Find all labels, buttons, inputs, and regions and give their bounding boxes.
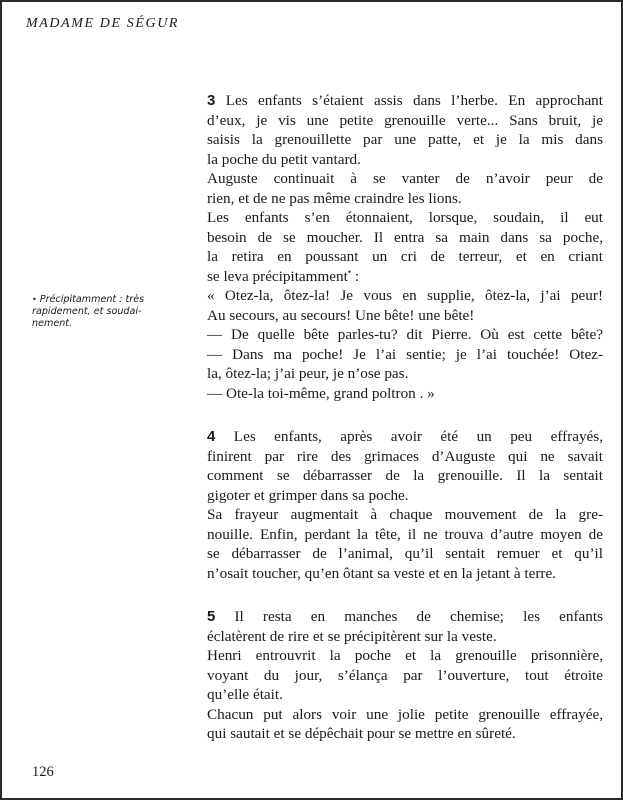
text-line: Les enfants s’en étonnaient, lorsque, soudain, il eut	[207, 209, 603, 226]
margin-note-line: rapidement, et soudai-	[32, 306, 142, 317]
text-line: éclatèrent de rire et se précipitèrent sur la veste.	[207, 627, 497, 645]
section-5	[207, 607, 603, 744]
text-line: — Ote-la toi-même, grand poltron . »	[207, 384, 435, 402]
text-line: rien, et de ne pas même craindre les lions.	[207, 189, 462, 207]
text-line: saisis la grenouillette par une patte, et je la mis dans	[207, 131, 603, 148]
text-line: Chacun put alors voir une jolie petite grenouille effrayée,	[207, 705, 603, 723]
text-line: finirent par rire des grimaces d’Auguste qui ne savait	[207, 447, 603, 465]
text-line: d’eux, je vis une petite grenouille verte... Sans bruit, je	[207, 111, 603, 129]
text-line: la, ôtez-la; j’ai peur, je n’ose pas.	[207, 365, 409, 382]
section-number: 4	[207, 428, 216, 445]
footnote-marker: •	[347, 266, 352, 277]
text-line: la retira en poussant un cri de terreur, et en criant	[207, 248, 603, 265]
text-line: gigoter et grimper dans sa poche.	[207, 486, 409, 504]
text-line: — Dans ma poche! Je l’ai sentie; je l’ai touchée! Otez-	[207, 345, 603, 363]
section-number: 5	[207, 608, 216, 625]
text-line: n’osait toucher, qu’en ôtant sa veste et en la jetant à terre.	[207, 564, 556, 582]
margin-note-line: • Précipitamment : très	[32, 294, 145, 305]
text-line: besoin de se moucher. Il entra sa main dans sa poche,	[207, 228, 603, 246]
text-line: se leva précipitamment• :	[207, 266, 360, 285]
text-line: nouille. Enfin, perdant la tête, il ne trouva d’autre moyen de	[207, 525, 603, 543]
section-3	[207, 91, 603, 403]
text-line: qu’elle était.	[207, 686, 283, 703]
text-line: voyant du jour, s’élança par l’ouverture, tout étroite	[207, 666, 603, 684]
running-head: MADAME DE SÉGUR	[26, 16, 180, 31]
section-4	[207, 427, 603, 583]
text-line: 5 Il resta en manches de chemise; les enfants	[207, 608, 603, 625]
margin-note-line: nement.	[32, 318, 73, 329]
text-line: 3 Les enfants s’étaient assis dans l’herbe. En approchant	[207, 92, 603, 109]
text-line: Auguste continuait à se vanter de n’avoir peur de	[207, 170, 603, 187]
text-line: la poche du petit vantard.	[207, 150, 361, 168]
text-line: qui sautait et se dépêchait pour se mettre en sûreté.	[207, 725, 516, 742]
text-line: Sa frayeur augmentait à chaque mouvement de la gre-	[207, 506, 603, 523]
text-line: 4 Les enfants, après avoir été un peu effrayés,	[207, 428, 603, 445]
text-line: « Otez-la, ôtez-la! Je vous en supplie, ôtez-la, j’ai peur!	[207, 287, 603, 304]
text-line: Au secours, au secours! Une bête! une bête!	[207, 306, 475, 324]
body-text	[207, 91, 603, 744]
bullet-icon: •	[32, 295, 37, 304]
text-line: comment se débarrasser de la grenouille. Il la sentait	[207, 467, 603, 484]
section-number: 3	[207, 92, 216, 109]
text-line: se débarrasser de l’animal, qu’il sentait remuer et qu’il	[207, 545, 603, 562]
page-number: 126	[32, 764, 54, 780]
margin-note	[32, 294, 192, 330]
text-line: — De quelle bête parles-tu? dit Pierre. Où est cette bête?	[207, 326, 603, 343]
text-line: Henri entrouvrit la poche et la grenouille prisonnière,	[207, 647, 603, 664]
